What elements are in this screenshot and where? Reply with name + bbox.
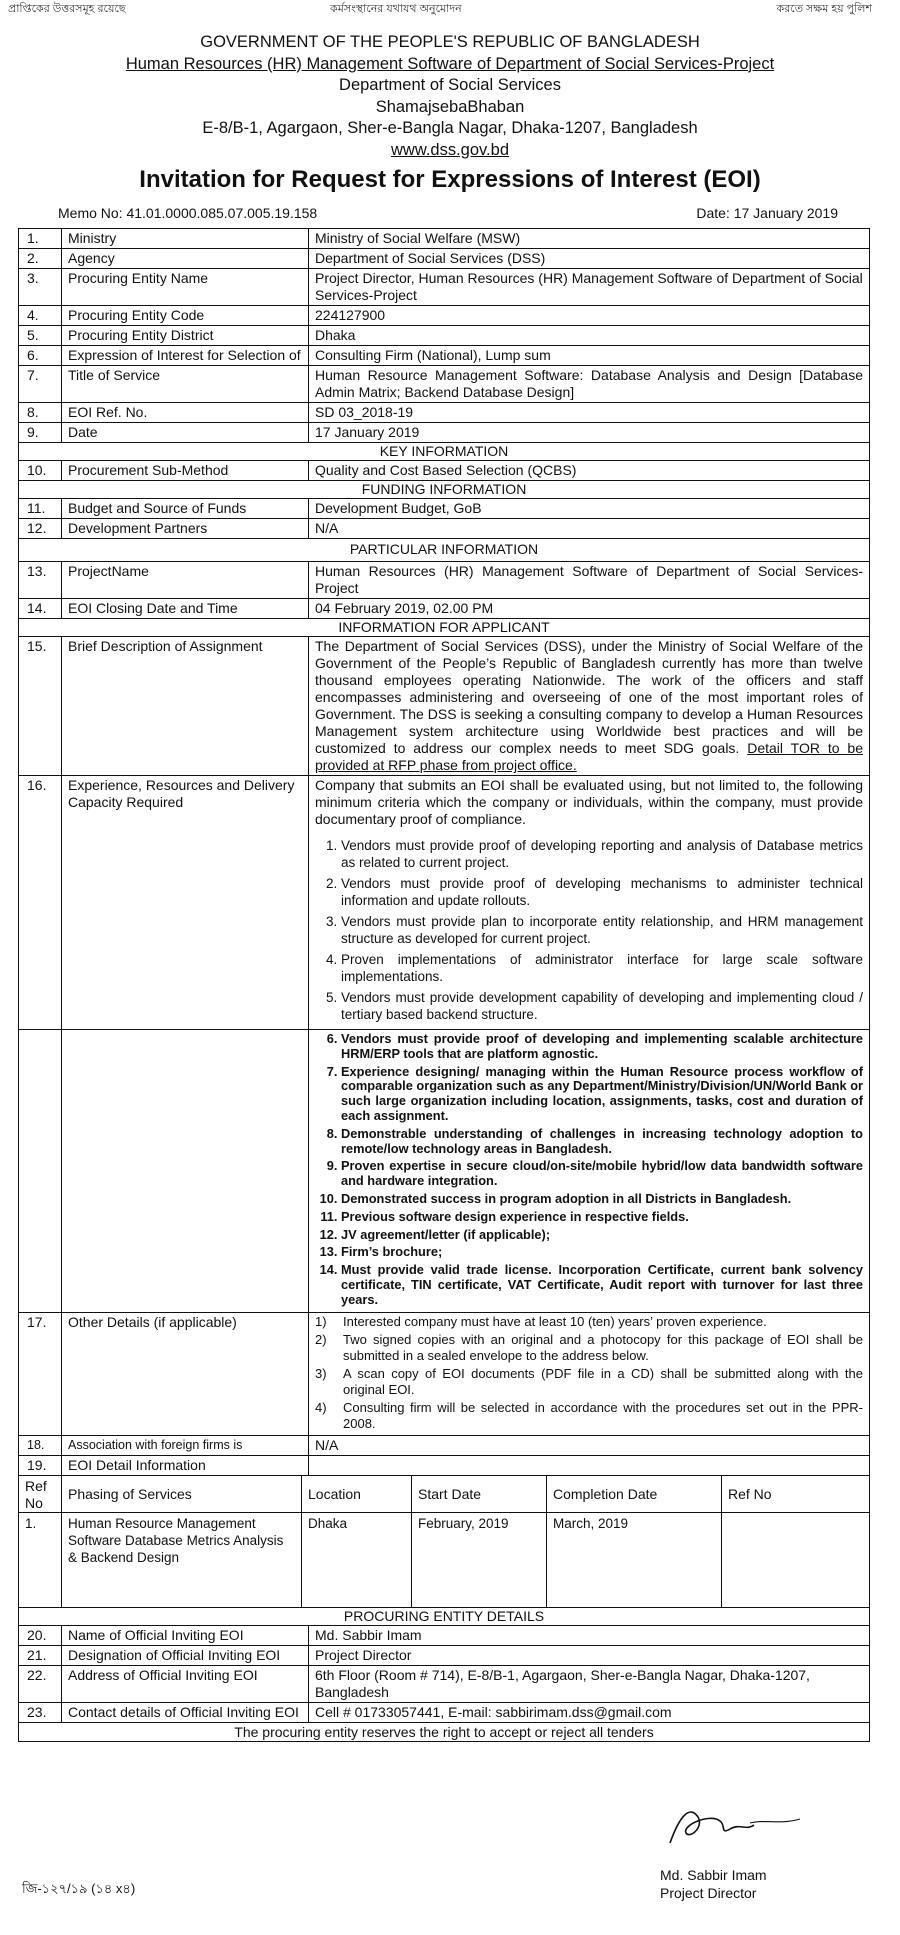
- row-label: Procurement Sub-Method: [61, 461, 308, 480]
- row-number: 5.: [27, 327, 39, 343]
- row-value: Cell # 01733057441, E-mail: sabbirimam.dss@gmail.com: [308, 1703, 869, 1722]
- section-procuring-entity-details: PROCURING ENTITY DETAILS: [19, 1608, 869, 1626]
- table-row: [19, 249, 869, 269]
- table-row: [19, 1666, 869, 1703]
- row-label: Designation of Official Inviting EOI: [61, 1646, 308, 1665]
- tor-note: Detail TOR to be provided at RFP phase from project office.: [315, 740, 863, 773]
- row-number: 9.: [27, 424, 39, 440]
- table-row: [19, 499, 869, 519]
- row-number: 11.: [27, 500, 46, 516]
- table-row: [19, 599, 869, 619]
- table-row: [19, 461, 869, 481]
- row-value: [308, 1030, 869, 1312]
- row-value: Ministry of Social Welfare (MSW): [308, 229, 869, 248]
- row-number: 6.: [27, 347, 39, 363]
- row-label: Contact details of Official Inviting EOI: [61, 1703, 308, 1722]
- row-number: 4.: [27, 307, 39, 323]
- list-item: 1. Vendors must provide proof of developing reporting and analysis of Database metrics as related to current project.: [341, 838, 863, 871]
- row-label: Ministry: [61, 229, 308, 248]
- row-label: Development Partners: [61, 519, 308, 538]
- row-value: SD 03_2018-19: [308, 403, 869, 422]
- row-number: 22.: [27, 1667, 47, 1684]
- table-row: [19, 1313, 869, 1437]
- row-label: EOI Closing Date and Time: [61, 599, 308, 618]
- table-row: [19, 423, 869, 443]
- list-item: 13. Firm’s brochure;: [341, 1245, 863, 1260]
- document-header: [0, 32, 900, 197]
- table-row: [19, 326, 869, 346]
- row-label: Date: [61, 423, 308, 442]
- page-title: Invitation for Request for Expressions of Interest (EOI): [139, 166, 761, 193]
- list-item: [315, 1332, 863, 1363]
- memo-line: [58, 205, 838, 221]
- table-row: [19, 1626, 869, 1646]
- row-number: 16.: [27, 777, 47, 793]
- row-number: 13.: [27, 563, 47, 579]
- row-value: 224127900: [308, 306, 869, 325]
- list-item: [315, 1400, 863, 1431]
- table-row: [19, 562, 869, 599]
- row-label: Title of Service: [61, 366, 308, 402]
- row-label: Other Details (if applicable): [61, 1313, 308, 1436]
- table-row: [19, 1436, 869, 1456]
- phase-completion-date: March, 2019: [546, 1513, 721, 1607]
- header-address: E-8/B-1, Agargaon, Sher-e-Bangla Nagar, Dhaka-1207, Bangladesh: [202, 119, 698, 137]
- row-label-empty: [61, 1030, 308, 1312]
- section-funding-information: FUNDING INFORMATION: [19, 481, 869, 499]
- list-item: 14. Must provide valid trade license. Incorporation Certificate, current bank solvency certificate, TIN certificate, VAT Certificate, Audit report with turnover for last three years.: [341, 1263, 863, 1307]
- list-item: 5. Vendors must provide development capability of developing and implementing cloud / tertiary based backend structure.: [341, 990, 863, 1023]
- row-value: [308, 776, 869, 1029]
- row-label: Association with foreign firms is: [61, 1436, 308, 1455]
- row-number: 21.: [27, 1647, 47, 1664]
- memo-number: Memo No: 41.01.0000.085.07.005.19.158: [58, 205, 318, 221]
- row-value: [308, 637, 869, 775]
- header-phasing: Phasing of Services: [61, 1476, 301, 1514]
- phase-start-date: February, 2019: [411, 1513, 546, 1607]
- item-number: 4): [315, 1400, 327, 1416]
- row-label: Expression of Interest for Selection of: [61, 346, 308, 365]
- list-item: 8. Demonstrable understanding of challenges in increasing technology adoption to remote/low technology areas in Bangladesh.: [341, 1127, 863, 1157]
- row-value: [308, 1313, 869, 1436]
- row-number: 12.: [27, 520, 47, 536]
- row-value: N/A: [308, 519, 869, 538]
- table-row: [19, 1456, 869, 1476]
- table-row: [19, 519, 869, 539]
- row-label: Procuring Entity District: [61, 326, 308, 345]
- list-item: 6. Vendors must provide proof of developing and implementing scalable architecture HRM/ERP tools that are platform agnostic.: [341, 1032, 863, 1062]
- memo-date: Date: 17 January 2019: [696, 205, 838, 221]
- phase-row-number: 1.: [25, 1516, 37, 1532]
- phase-location: Dhaka: [301, 1513, 411, 1607]
- row-label: Experience, Resources and Delivery Capacity Required: [61, 776, 308, 1029]
- item-number: 1): [315, 1313, 327, 1329]
- list-item: [315, 1314, 863, 1330]
- row-value: Human Resource Management Software: Database Analysis and Design [Database Admin Matrix; Backend Database Design]: [308, 366, 869, 402]
- list-item: [315, 1366, 863, 1397]
- row-value: Human Resources (HR) Management Software of Department of Social Services-Project: [308, 562, 869, 598]
- table-row: [19, 637, 869, 776]
- row-number: 8.: [27, 404, 39, 420]
- table-row: [19, 306, 869, 326]
- row-label: Procuring Entity Code: [61, 306, 308, 325]
- signatory-name: Md. Sabbir Imam: [660, 1867, 767, 1883]
- row-label: Address of Official Inviting EOI: [61, 1666, 308, 1702]
- top-strip-right: করতে সক্ষম হয় পুলিশ: [776, 3, 872, 15]
- header-location: Location: [301, 1476, 411, 1514]
- row-number: 15.: [27, 638, 47, 654]
- row-number-empty: [19, 1030, 61, 1312]
- row-label: Procuring Entity Name: [61, 269, 308, 305]
- table-row: [19, 1646, 869, 1666]
- row-label: Agency: [61, 249, 308, 268]
- list-item: 2. Vendors must provide proof of developing mechanisms to administer technical information and update rollouts.: [341, 876, 863, 909]
- list-item: 7. Experience designing/ managing within the Human Resource process workflow of comparable organization such as any Department/Ministry/Division/UN/World Bank or such large organization including location, assignments, tasks, cost and duration of each assignment.: [341, 1065, 863, 1124]
- row-value: N/A: [308, 1436, 869, 1455]
- header-project: Human Resources (HR) Management Software of Department of Social Services-Project: [125, 54, 775, 73]
- phase-description: Human Resource Management Software Database Metrics Analysis & Backend Design: [61, 1513, 301, 1607]
- section-information-for-applicant: INFORMATION FOR APPLICANT: [19, 619, 869, 637]
- row-number: 14.: [27, 600, 47, 616]
- eoi-table: [18, 228, 870, 1742]
- item-text: Interested company must have at least 10 (ten) years’ proven experience.: [343, 1313, 767, 1329]
- table-row: [19, 776, 869, 1029]
- row-value: Development Budget, GoB: [308, 499, 869, 518]
- list-item: 3. Vendors must provide plan to incorporate entity relationship, and HRM management structure as developed for current project.: [341, 914, 863, 947]
- list-item: 9. Proven expertise in secure cloud/on-site/mobile hybrid/low data bandwidth software and hardware integration.: [341, 1159, 863, 1189]
- top-strip-left: প্রাপ্তিকের উত্তরসমূহ রয়েছে: [8, 3, 126, 15]
- row-number: 17.: [27, 1313, 47, 1330]
- table-row: [19, 346, 869, 366]
- row-value: Dhaka: [308, 326, 869, 345]
- row-value: 04 February 2019, 02.00 PM: [308, 599, 869, 618]
- header-start-date: Start Date: [411, 1476, 546, 1514]
- table-row: [19, 1703, 869, 1723]
- item-text: Two signed copies with an original and a photocopy for this package of EOI shall be submitted in a sealed envelope to the address below.: [343, 1332, 863, 1363]
- header-ref-no-2: Ref No: [721, 1476, 869, 1514]
- header-completion-date: Completion Date: [546, 1476, 721, 1514]
- item-number: 3): [315, 1366, 327, 1382]
- signatory-title: Project Director: [660, 1885, 757, 1901]
- list-item: 10. Demonstrated success in program adoption in all Districts in Bangladesh.: [341, 1192, 863, 1207]
- section-particular-information: PARTICULAR INFORMATION: [19, 539, 869, 562]
- row-number: 18.: [27, 1438, 45, 1453]
- other-details-list: [315, 1314, 863, 1432]
- row-value: Consulting Firm (National), Lump sum: [308, 346, 869, 365]
- phase-table-header: [19, 1476, 869, 1513]
- row-label: EOI Detail Information: [61, 1456, 308, 1475]
- criteria-list-b: [315, 1032, 863, 1308]
- row-value: Project Director: [308, 1646, 869, 1665]
- header-government: GOVERNMENT OF THE PEOPLE'S REPUBLIC OF BANGLADESH: [200, 33, 700, 51]
- row-number: 2.: [27, 250, 39, 266]
- phase-table-row: [19, 1513, 869, 1608]
- list-item: 4. Proven implementations of administrator interface for large scale software implementations.: [341, 952, 863, 985]
- row-value: Project Director, Human Resources (HR) Management Software of Department of Social Services-Project: [308, 269, 869, 305]
- row-number: 23.: [27, 1704, 47, 1721]
- phase-ref-no: [721, 1513, 869, 1607]
- row-number: 7.: [27, 367, 39, 383]
- header-department: Department of Social Services: [339, 76, 561, 94]
- item-number: 2): [315, 1332, 327, 1348]
- row-number: 3.: [27, 270, 39, 286]
- row-number: 10.: [27, 462, 47, 478]
- header-building: ShamajsebaBhaban: [375, 97, 525, 116]
- row-label: EOI Ref. No.: [61, 403, 308, 422]
- criteria-list-a: [315, 838, 863, 1023]
- section-key-information: KEY INFORMATION: [19, 443, 869, 461]
- table-row: [19, 366, 869, 403]
- top-strip-center: কর্মসংস্থানের যথাযথ অনুমোদন: [330, 3, 462, 15]
- item-text: A scan copy of EOI documents (PDF file in a CD) shall be submitted along with the original EOI.: [343, 1366, 863, 1397]
- row-value-empty: [308, 1456, 869, 1475]
- header-ref-no: Ref No: [25, 1478, 47, 1512]
- row-value: Quality and Cost Based Selection (QCBS): [308, 461, 869, 480]
- reservation-note: The procuring entity reserves the right to accept or reject all tenders: [234, 1724, 654, 1741]
- table-row: [19, 269, 869, 306]
- item-text: Consulting firm will be selected in accordance with the procedures set out in the PPR-2008.: [343, 1400, 863, 1431]
- document-code: জি-১২৭/১৯ (১৪ x৪): [22, 1881, 136, 1896]
- row-number: 1.: [27, 230, 39, 246]
- table-row: [19, 403, 869, 423]
- table-row: [19, 229, 869, 249]
- row-number: 20.: [27, 1627, 47, 1644]
- row-label: ProjectName: [61, 562, 308, 598]
- table-row: [19, 1029, 869, 1313]
- header-website-link[interactable]: www.dss.gov.bd: [391, 140, 509, 159]
- signature-block: [660, 1866, 767, 1902]
- criteria-intro: Company that submits an EOI shall be evaluated using, but not limited to, the following minimum criteria which the company or individuals, within the company, must provide documentary proof of compliance.: [315, 777, 863, 827]
- row-label: Budget and Source of Funds: [61, 499, 308, 518]
- row-value: Md. Sabbir Imam: [308, 1626, 869, 1645]
- row-value: 17 January 2019: [308, 423, 869, 442]
- list-item: 11. Previous software design experience in respective fields.: [341, 1210, 863, 1225]
- signature-icon: [650, 1795, 810, 1855]
- row-label: Name of Official Inviting EOI: [61, 1626, 308, 1645]
- row-value: Department of Social Services (DSS): [308, 249, 869, 268]
- list-item: 12. JV agreement/letter (if applicable);: [341, 1228, 863, 1243]
- row-label: Brief Description of Assignment: [61, 637, 308, 775]
- row-value: 6th Floor (Room # 714), E-8/B-1, Agargaon, Sher-e-Bangla Nagar, Dhaka-1207, Bangladesh: [308, 1666, 869, 1702]
- row-number: 19.: [27, 1457, 47, 1474]
- assignment-description: The Department of Social Services (DSS), under the Ministry of Social Welfare of the Government of the People’s Republic of Bangladesh currently has more than twelve thousand employees operating Nationwide. The work of the officers and staff encompasses administering and overseeing of one of the most important roles of Government. The DSS is seeking a consulting company to develop a Human Resources Management system architecture using Worldwide best practices and will be customized to address our complex needs to meet SDG goals.: [315, 638, 863, 756]
- top-strip: [0, 0, 900, 14]
